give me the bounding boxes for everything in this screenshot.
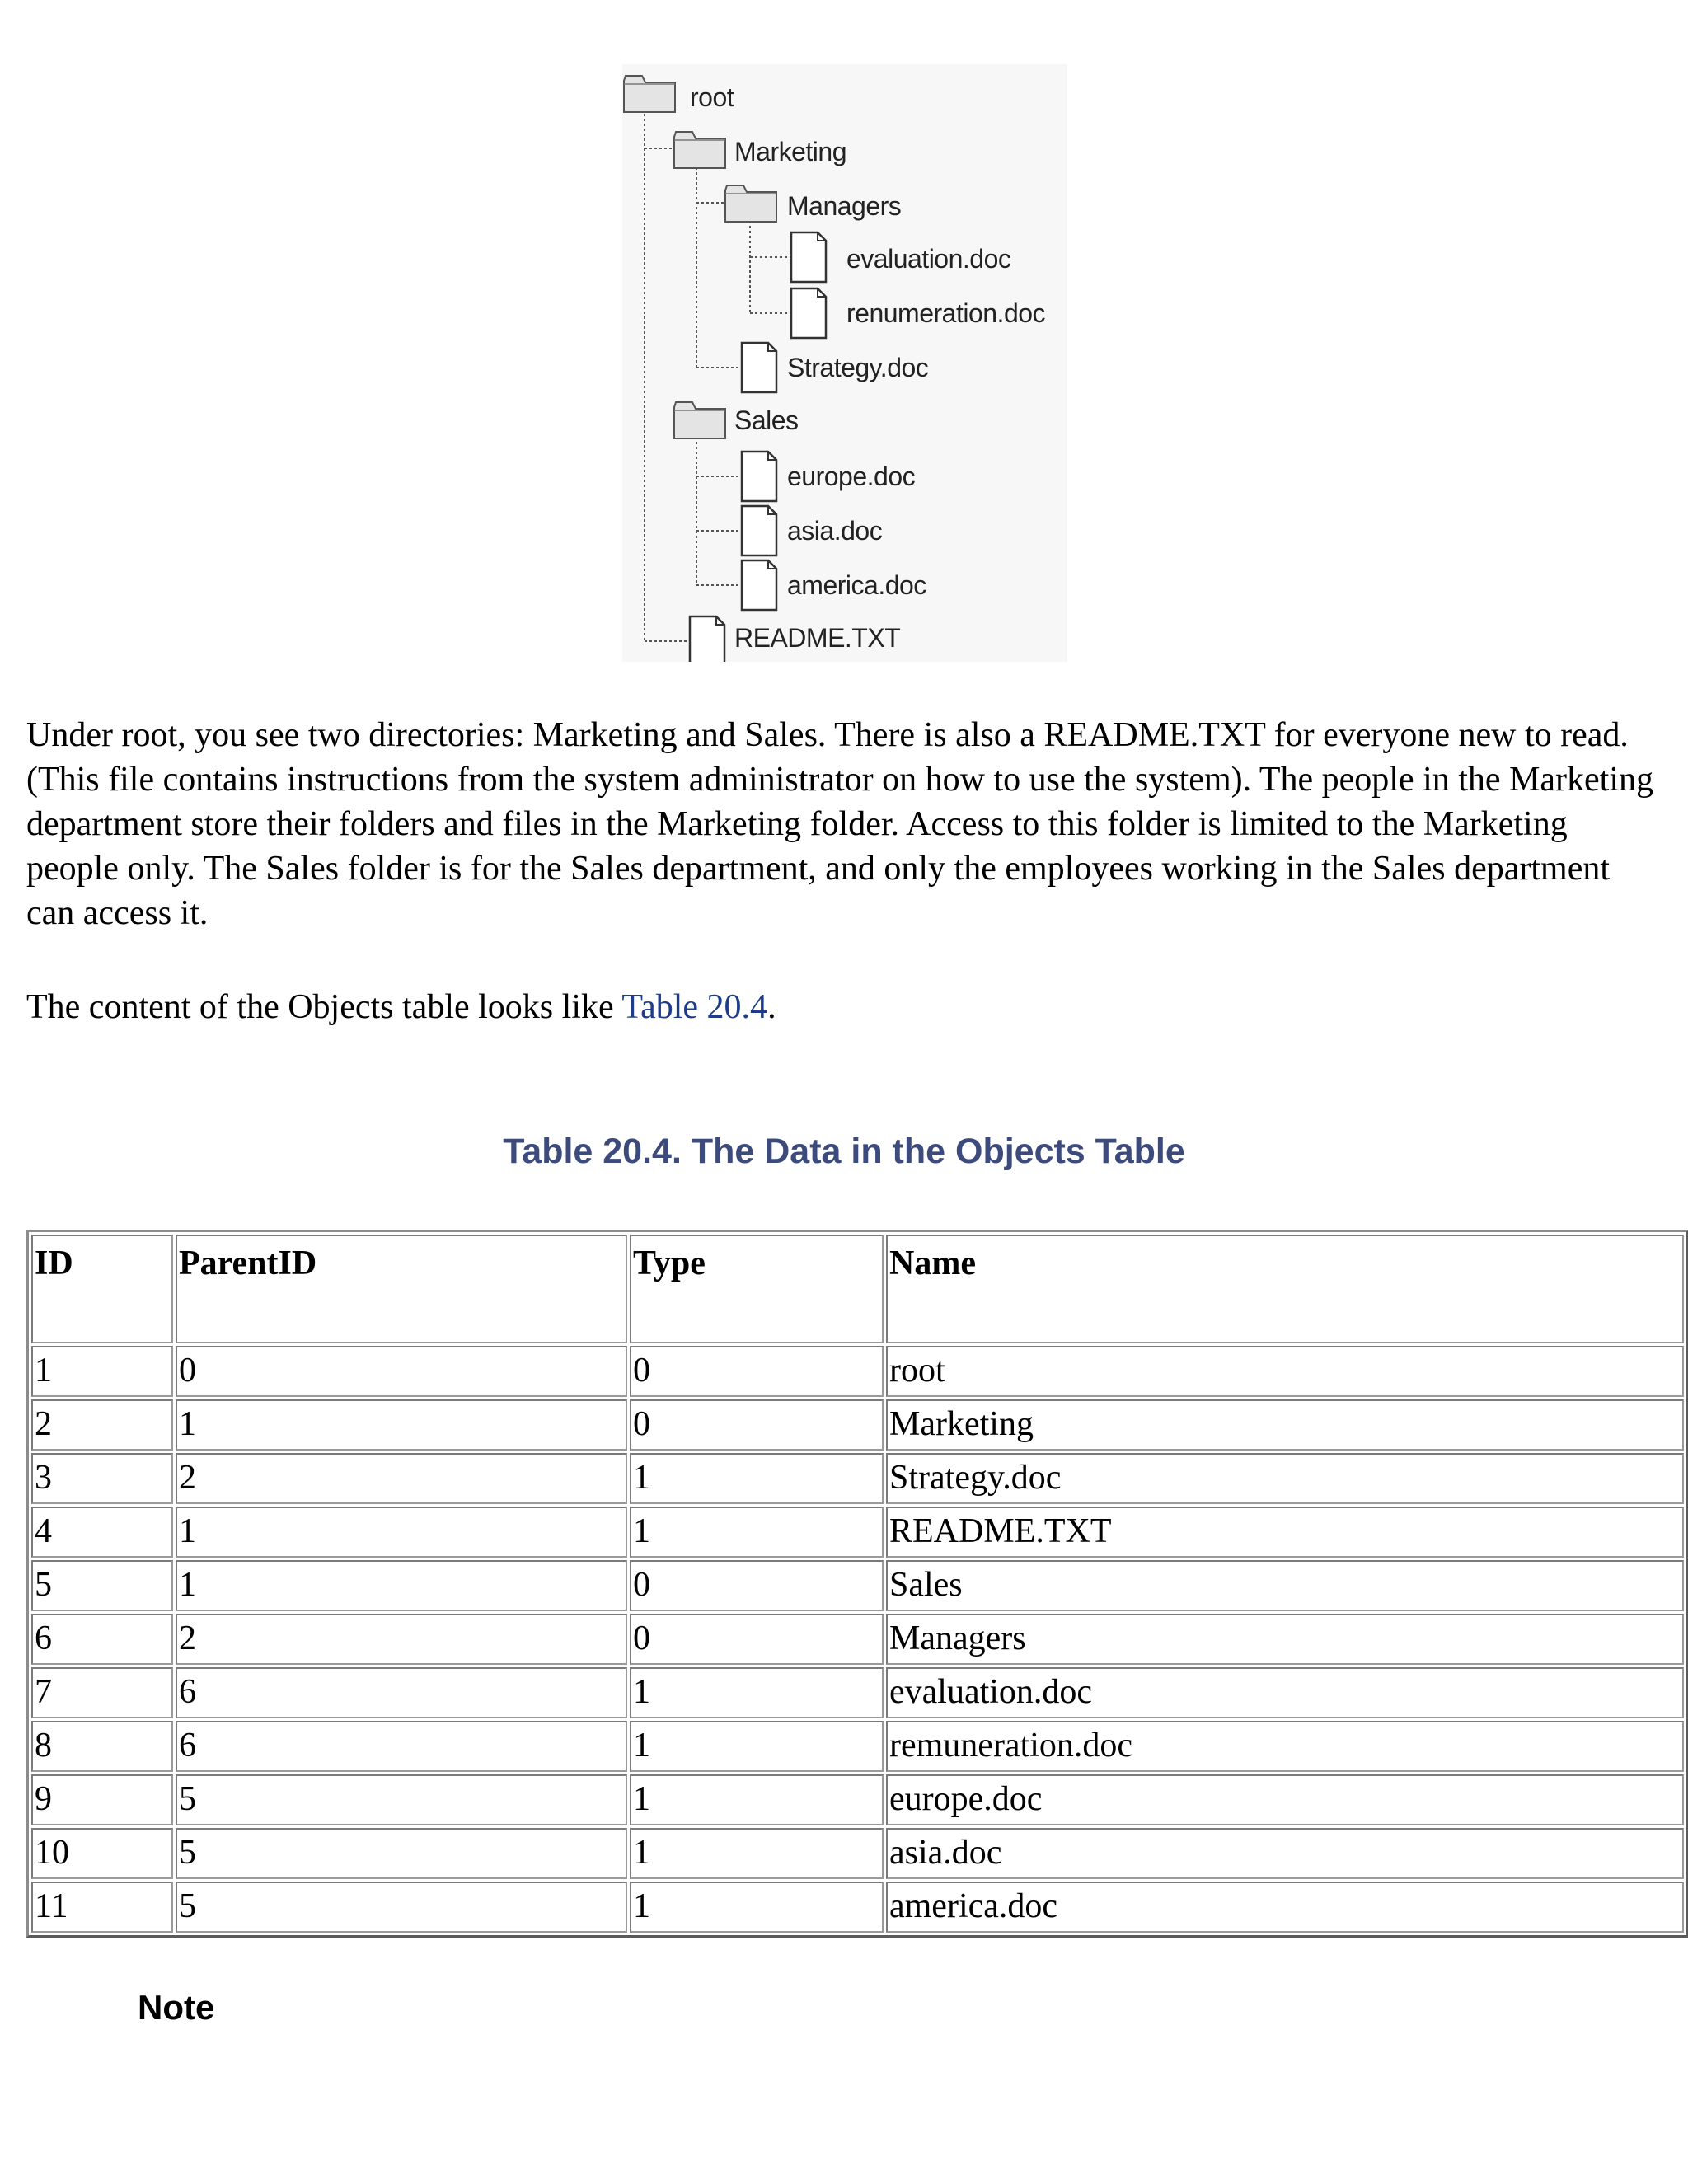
america-doc-icon [742, 560, 776, 610]
cell-name: Marketing [886, 1399, 1684, 1451]
renumeration-doc-icon [791, 288, 826, 338]
objects-table [26, 1230, 1688, 1938]
cell-parentid: 1 [176, 1507, 627, 1558]
cell-name: asia.doc [886, 1828, 1684, 1879]
cell-parentid: 6 [176, 1721, 627, 1772]
cell-id: 7 [31, 1667, 173, 1718]
cell-id: 10 [31, 1828, 173, 1879]
sales-folder-icon [674, 402, 725, 438]
table-row [31, 1399, 1684, 1451]
table-row [31, 1774, 1684, 1825]
cell-type: 1 [630, 1667, 884, 1718]
europe-doc-icon [742, 452, 776, 501]
cell-parentid: 1 [176, 1560, 627, 1611]
tree-label-marketing: Marketing [734, 137, 846, 166]
cell-id: 1 [31, 1346, 173, 1397]
cell-type: 1 [630, 1507, 884, 1558]
cell-parentid: 1 [176, 1399, 627, 1451]
cell-parentid: 6 [176, 1667, 627, 1718]
table-header-row [31, 1235, 1684, 1343]
table-row [31, 1614, 1684, 1665]
para2-text-before: The content of the Objects table looks like [26, 988, 622, 1026]
cell-type: 1 [630, 1721, 884, 1772]
table-row [31, 1507, 1684, 1558]
tree-label-root: root [690, 82, 734, 112]
tree-label-america: america.doc [787, 570, 926, 600]
evaluation-doc-icon [791, 232, 826, 282]
note-heading: Note [138, 1988, 215, 2027]
cell-id: 2 [31, 1399, 173, 1451]
table-reference-paragraph [26, 985, 1662, 1029]
cell-id: 4 [31, 1507, 173, 1558]
cell-type: 0 [630, 1399, 884, 1451]
table-row [31, 1882, 1684, 1933]
root-folder-icon [624, 76, 675, 112]
tree-label-readme: README.TXT [734, 623, 901, 653]
cell-name: europe.doc [886, 1774, 1684, 1825]
tree-label-managers: Managers [787, 191, 902, 221]
cell-name: Strategy.doc [886, 1453, 1684, 1504]
marketing-folder-icon [674, 132, 725, 168]
cell-name: remuneration.doc [886, 1721, 1684, 1772]
cell-type: 0 [630, 1560, 884, 1611]
cell-name: Managers [886, 1614, 1684, 1665]
cell-id: 11 [31, 1882, 173, 1933]
table-row [31, 1560, 1684, 1611]
folder-tree-figure [622, 64, 1067, 662]
readme-doc-icon [690, 616, 724, 662]
table-caption: Table 20.4. The Data in the Objects Table [503, 1132, 1185, 1171]
cell-id: 6 [31, 1614, 173, 1665]
cell-type: 1 [630, 1882, 884, 1933]
cell-type: 1 [630, 1774, 884, 1825]
tree-label-renumeration: renumeration.doc [846, 298, 1046, 328]
cell-type: 1 [630, 1453, 884, 1504]
table-row [31, 1721, 1684, 1772]
cell-type: 0 [630, 1614, 884, 1665]
header-parentid: ParentID [176, 1235, 627, 1343]
cell-name: README.TXT [886, 1507, 1684, 1558]
cell-type: 0 [630, 1346, 884, 1397]
cell-id: 8 [31, 1721, 173, 1772]
cell-name: america.doc [886, 1882, 1684, 1933]
header-name: Name [886, 1235, 1684, 1343]
cell-name: Sales [886, 1560, 1684, 1611]
table-row [31, 1453, 1684, 1504]
managers-folder-icon [725, 185, 776, 222]
para2-text-after: . [767, 988, 776, 1026]
cell-id: 3 [31, 1453, 173, 1504]
cell-parentid: 5 [176, 1774, 627, 1825]
cell-name: evaluation.doc [886, 1667, 1684, 1718]
cell-id: 9 [31, 1774, 173, 1825]
header-id: ID [31, 1235, 173, 1343]
intro-paragraph: Under root, you see two directories: Marketing and Sales. There is also a README.TXT for everyone new to read. (This file contains instructions from the system administrator on how to use the system). The people in the Marketing department store their folders and files in the Marketing folder. Access to this folder is limited to the Marketing people only. The Sales folder is for the Sales department, and only the employees working in the Sales department can access it. [26, 716, 1654, 932]
cell-type: 1 [630, 1828, 884, 1879]
table-row [31, 1828, 1684, 1879]
cell-name: root [886, 1346, 1684, 1397]
cell-parentid: 5 [176, 1882, 627, 1933]
cell-parentid: 5 [176, 1828, 627, 1879]
tree-label-evaluation: evaluation.doc [846, 244, 1011, 274]
cell-parentid: 2 [176, 1614, 627, 1665]
tree-label-asia: asia.doc [787, 516, 883, 546]
cell-parentid: 0 [176, 1346, 627, 1397]
tree-label-europe: europe.doc [787, 462, 916, 491]
strategy-doc-icon [742, 343, 776, 392]
header-type: Type [630, 1235, 884, 1343]
table-row [31, 1346, 1684, 1397]
asia-doc-icon [742, 506, 776, 555]
tree-label-sales: Sales [734, 405, 799, 435]
table-20-4-link[interactable]: Table 20.4 [621, 988, 768, 1026]
cell-id: 5 [31, 1560, 173, 1611]
tree-label-strategy: Strategy.doc [787, 353, 929, 382]
cell-parentid: 2 [176, 1453, 627, 1504]
table-row [31, 1667, 1684, 1718]
